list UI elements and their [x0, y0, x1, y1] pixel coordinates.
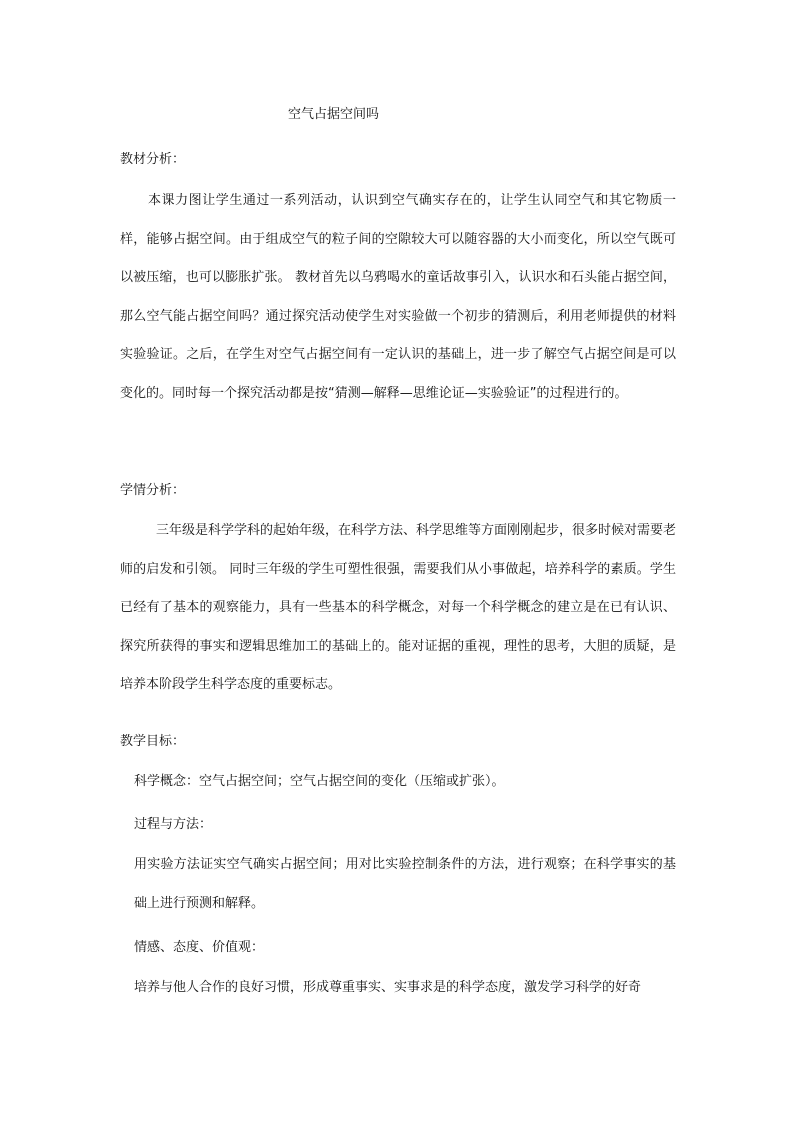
goal-attitude-heading: 情感、态度、价值观： — [134, 940, 265, 955]
goal-scientific-concept: 科学概念：空气占据空间；空气占据空间的变化（压缩或扩张）。 — [134, 774, 505, 789]
paragraph-textbook-analysis: 本课力图让学生通过一系列活动，认识到空气确实存在的，让学生认同空气和其它物质一样，能够占据空间。由于组成空气的粒子间的空隙较大可以随容器的大小而变化，所以空气既可以被压缩，也可以膨胀扩张。 教材首先以乌鸦喝水的童话故事引入，认识水和石头能占据空间，那么空气能占据空间吗？通过探究活动使学生对实验做一个初步的猜测后，利用老师提供的材料实验验证。之后，在学生对空气占据空间有一定认识的基础上，进一步了解空气占据空间是可以变化的。同时每一个探究活动都是按“猜测—解释—思维论证—实验验证”的过程进行的。 — [120, 193, 676, 401]
goal-process-heading: 过程与方法： — [134, 817, 213, 832]
document-title: 空气占据空间吗 — [288, 107, 380, 122]
section-heading-teaching-goals: 教学目标： — [120, 734, 186, 749]
section-heading-student-analysis: 学情分析： — [120, 483, 186, 498]
paragraph-student-analysis: 三年级是科学学科的起始年级，在科学方法、科学思维等方面刚刚起步，很多时候对需要老师的启发和引领。 同时三年级的学生可塑性很强，需要我们从小事做起，培养科学的素质。学生已经有了基本的观察能力，具有一些基本的科学概念，对每一个科学概念的建立是在已有认识、探究所获得的事实和逻辑思维加工的基础上的。能对证据的重视，理性的思考，大胆的质疑，是培养本阶段学生科学态度的重要标志。 — [120, 523, 677, 692]
section-heading-textbook-analysis: 教材分析： — [120, 152, 186, 167]
goal-attitude-text: 培养与他人合作的良好习惯，形成尊重事实、实事求是的科学态度，激发学习科学的好奇 — [134, 980, 642, 995]
goal-process-text: 用实验方法证实空气确实占据空间；用对比实验控制条件的方法，进行观察；在科学事实的基础上进行预测和解释。 — [134, 857, 676, 911]
